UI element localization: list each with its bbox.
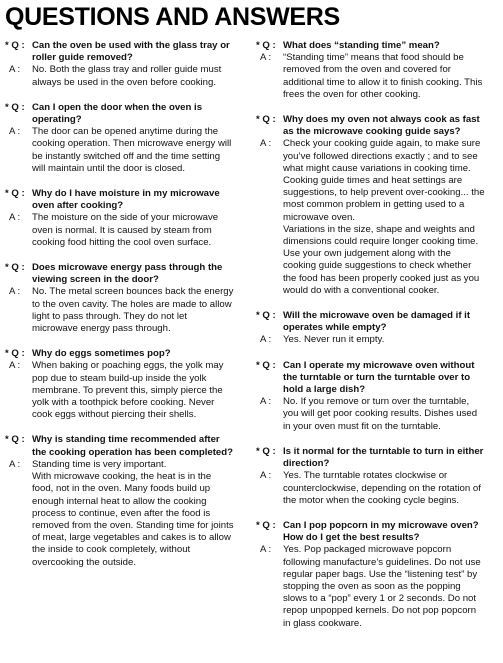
left-column <box>5 40 243 582</box>
question-text: Can I pop popcorn in my microwave oven? How do I get the best results? <box>283 519 479 544</box>
answer <box>256 396 498 433</box>
question-text: Can the oven be used with the glass tray or roller guide removed? <box>32 40 230 64</box>
answer <box>256 52 498 101</box>
qa-item <box>5 102 243 175</box>
answer-text: No. Both the glass tray and roller guide must always be used in the oven before cooking. <box>32 64 222 88</box>
answer <box>5 360 243 421</box>
question-text: Will the microwave oven be damaged if it operates while empty? <box>283 310 471 334</box>
answer-prefix: A : <box>9 212 23 224</box>
question <box>5 188 243 212</box>
question <box>256 520 498 544</box>
answer <box>5 64 243 88</box>
answer-prefix: A : <box>260 138 274 150</box>
page-title: QUESTIONS AND ANSWERS <box>5 3 340 31</box>
answer-text: No. If you remove or turn over the turntable, you will get poor cooking results. Dishes used in your oven must fit on the turntable. <box>283 396 478 432</box>
answer <box>256 138 498 297</box>
question-prefix: * Q : <box>5 434 28 446</box>
answer <box>5 286 243 335</box>
answer-text: When baking or poaching eggs, the yolk may pop due to steam build-up inside the yolk membrane. To prevent this, simply pierce the yolk with a toothpick before cooking. Never cook eggs without piercing their shells. <box>32 360 224 421</box>
question <box>256 114 498 138</box>
qa-item <box>5 434 243 568</box>
question-text: What does “standing time” mean? <box>283 40 440 51</box>
qa-item <box>256 114 498 297</box>
qa-item <box>5 348 243 421</box>
answer-prefix: A : <box>260 396 274 408</box>
question-prefix: * Q : <box>5 40 28 51</box>
answer-prefix: A : <box>9 64 23 76</box>
qa-item <box>256 40 498 101</box>
answer-text: The moisture on the side of your microwave oven is normal. It is caused by steam from cooking food hitting the cool oven surface. <box>32 212 219 248</box>
answer-text: Yes. Never run it empty. <box>283 334 385 346</box>
question-prefix: * Q : <box>5 348 28 360</box>
qa-item <box>5 262 243 335</box>
question-text: Does microwave energy pass through the viewing screen in the door? <box>32 262 223 286</box>
question-text: Why do I have moisture in my microwave oven after cooking? <box>32 188 220 212</box>
question <box>5 102 243 126</box>
answer-prefix: A : <box>9 126 23 138</box>
question-text: Is it normal for the turntable to turn in either direction? <box>283 445 484 470</box>
question-text: Why do eggs sometimes pop? <box>32 348 171 360</box>
question <box>5 434 243 458</box>
answer-prefix: A : <box>9 360 23 372</box>
qa-item <box>256 446 498 507</box>
answer-prefix: A : <box>260 544 274 556</box>
question-prefix: * Q : <box>256 40 279 51</box>
qa-item <box>5 40 243 89</box>
right-column <box>256 40 498 643</box>
question-prefix: * Q : <box>5 101 28 113</box>
question <box>256 40 498 52</box>
question <box>5 262 243 286</box>
question-text: Can I operate my microwave oven without the turntable or turn the turntable over to hold a large dish? <box>283 359 475 396</box>
answer <box>5 126 243 175</box>
answer-text: Check your cooking guide again, to make sure you’ve followed directions exactly ; and to see what might cause variations in cooking time. Cooking guide times and heat settings are suggestions, to help prevent over-cooking... the most common problem in getting used to a microwave oven. Variations in the size, shape and weights and dimensions could require longer cooking time. Use your own judgement along with the cooking guide suggestions to check whether the food has been properly cooked just as you would do with a conventional cooker. <box>283 138 485 296</box>
answer <box>256 544 498 629</box>
answer <box>256 470 498 507</box>
question <box>5 40 243 64</box>
answer-text: Standing time is very important. With microwave cooking, the heat is in the food, not in the oven. Many foods build up enough internal heat to allow the cooking process to continue, even after the food is removed from the oven. Standing time for joints of meat, large vegetables and cakes is to allow the inside to cook completely, without overcooking the outside. <box>32 458 234 568</box>
question <box>256 310 498 334</box>
answer <box>5 212 243 249</box>
answer-text: “Standing time” means that food should be removed from the oven and covered for additional time to allow it to finish cooking. This frees the oven for other cooking. <box>283 52 483 100</box>
question-text: Can I open the door when the oven is operating? <box>32 101 203 126</box>
question <box>256 446 498 470</box>
qa-item <box>256 520 498 630</box>
answer-prefix: A : <box>260 334 274 346</box>
question-prefix: * Q : <box>256 359 279 371</box>
answer <box>256 334 498 346</box>
qa-item <box>256 360 498 433</box>
question <box>256 360 498 397</box>
qa-item <box>5 188 243 249</box>
question-prefix: * Q : <box>5 262 28 274</box>
question-prefix: * Q : <box>256 519 279 531</box>
question-prefix: * Q : <box>5 188 28 200</box>
question-text: Why is standing time recommended after the cooking operation has been completed? <box>32 434 233 458</box>
question-prefix: * Q : <box>256 310 279 322</box>
answer-text: The door can be opened anytime during the cooking operation. Then microwave energy will be instantly switched off and the time setting will maintain until the door is closed. <box>32 126 232 174</box>
question-text: Why does my oven not always cook as fast as the microwave cooking guide says? <box>283 114 480 138</box>
question <box>5 348 243 360</box>
question-prefix: * Q : <box>256 445 279 457</box>
answer-prefix: A : <box>9 458 23 470</box>
question-prefix: * Q : <box>256 114 279 126</box>
answer-prefix: A : <box>9 286 23 298</box>
answer-text: Yes. Pop packaged microwave popcorn following manufacture’s guidelines. Do not use regular paper bags. Use the “listening test” by stopping the oven as soon as the popping slows to a “pop” every 1 or 2 seconds. Do not repop unpopped kernels. Do not pop popcorn in glass cookware. <box>283 544 481 629</box>
answer <box>5 459 243 569</box>
answer-text: No. The metal screen bounces back the energy to the oven cavity. The holes are made to allow light to pass through. They do not let microwave energy pass through. <box>32 286 234 335</box>
answer-prefix: A : <box>260 52 274 64</box>
answer-prefix: A : <box>260 470 274 482</box>
qa-item <box>256 310 498 347</box>
answer-text: Yes. The turntable rotates clockwise or counterclockwise, depending on the rotation of the motor when the cooking cycle begins. <box>283 470 481 506</box>
